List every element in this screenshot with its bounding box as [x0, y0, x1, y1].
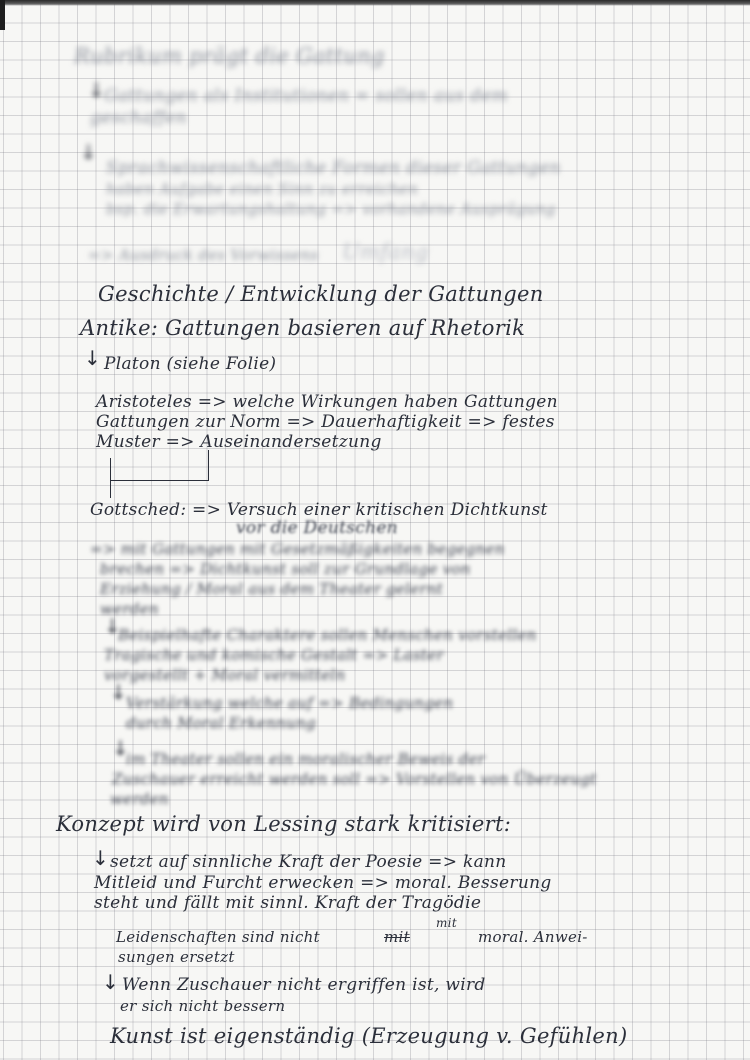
section1-line2c: bsp. die Erwartungshaltung => vorhandene Ausprägung [106, 200, 556, 218]
lessing-line6: Wenn Zuschauer nicht ergriffen ist, wird [122, 975, 486, 995]
section1-heading: Rubrikum prägt die Gattung [74, 44, 385, 68]
gottsched-blur11: Zuschauer erreicht werden soll => Vorstellen von Überzeugt [112, 770, 597, 788]
gottsched-blur7: vorgestellt + Moral vermitteln [104, 666, 346, 684]
section2-heading: Geschichte / Entwicklung der Gattungen [98, 282, 544, 306]
down-arrow-icon: ↓ [112, 736, 129, 760]
gottsched-line2: vor die Deutschen [236, 518, 398, 538]
lessing-line8: Kunst ist eigenständig (Erzeugung v. Gefühlen) [110, 1024, 628, 1048]
gottsched-blur3: Erziehung / Moral aus dem Theater gelernt [100, 580, 444, 598]
antike-line: Antike: Gattungen basieren auf Rhetorik [80, 316, 526, 340]
gottsched-blur12: werden [110, 790, 169, 808]
aristoteles-line1: Aristoteles => welche Wirkungen haben Gattungen [96, 392, 558, 412]
lessing-line5: sungen ersetzt [118, 948, 235, 966]
section1-line2: Sprachwissenschaftliche Formen dieser Gattungen [106, 158, 561, 178]
section1-line2b: haben Aufgabe einen Sinn zu erreichen [106, 180, 419, 198]
connector-bracket [110, 458, 209, 481]
down-arrow-icon: ↓ [102, 970, 119, 994]
gottsched-blur8: Verstärkung welche auf => Bedingungen [126, 694, 454, 712]
gottsched-blur2: brechen => Dichtkunst soll zur Grundlage von [100, 560, 471, 578]
lessing-line3: steht und fällt mit sinnl. Kraft der Tragödie [94, 893, 482, 913]
lessing-line4-strike: mit [384, 928, 410, 946]
lessing-line4b: moral. Anwei- [478, 928, 588, 946]
down-arrow-icon: ↓ [84, 346, 101, 370]
section1-line1b: geschaffen [90, 108, 187, 128]
down-arrow-icon: ↓ [92, 846, 109, 870]
down-arrow-icon: ↓ [104, 614, 121, 638]
section1-line3b: Umfang [342, 240, 429, 264]
gottsched-blur1: => mit Gattungen mit Gesetzmäßigkeiten begegnen [90, 540, 505, 558]
lessing-line2: Mitleid und Furcht erwecken => moral. Besserung [94, 873, 552, 893]
connector-line [110, 478, 111, 498]
gottsched-line1: Gottsched: => Versuch einer kritischen Dichtkunst [90, 500, 548, 520]
page-top-edge [0, 0, 750, 6]
lessing-line4: Leidenschaften sind nicht [116, 928, 320, 946]
section1-line1: Gattungen als Institutionen = sollen aus dem [104, 86, 508, 106]
page-left-edge [0, 0, 5, 30]
down-arrow-icon: ↓ [88, 78, 105, 102]
gottsched-blur9: durch Moral Erkennung [126, 714, 316, 732]
gottsched-blur6: Tragische und komische Gestalt => Laster [104, 646, 444, 664]
gottsched-blur10: im Theater sollen ein moralischer Beweis der [126, 750, 486, 768]
down-arrow-icon: ↓ [80, 140, 97, 164]
lessing-line7: er sich nicht bessern [120, 997, 286, 1015]
lessing-line1: setzt auf sinnliche Kraft der Poesie => kann [110, 852, 507, 872]
lessing-line4-insert: mit [436, 916, 457, 930]
gottsched-blur4: werden [100, 600, 159, 618]
down-arrow-icon: ↓ [110, 680, 127, 704]
aristoteles-line3: Muster => Auseinandersetzung [96, 432, 382, 452]
platon-line: Platon (siehe Folie) [104, 354, 277, 374]
gottsched-blur5: Beispielhafte Charaktere sollen Menschen vorstellen [118, 626, 537, 644]
lessing-heading: Konzept wird von Lessing stark kritisiert: [56, 812, 512, 836]
section1-line3: => Ausdruck des Vorwissens [88, 246, 319, 264]
aristoteles-line2: Gattungen zur Norm => Dauerhaftigkeit => festes [96, 412, 555, 432]
